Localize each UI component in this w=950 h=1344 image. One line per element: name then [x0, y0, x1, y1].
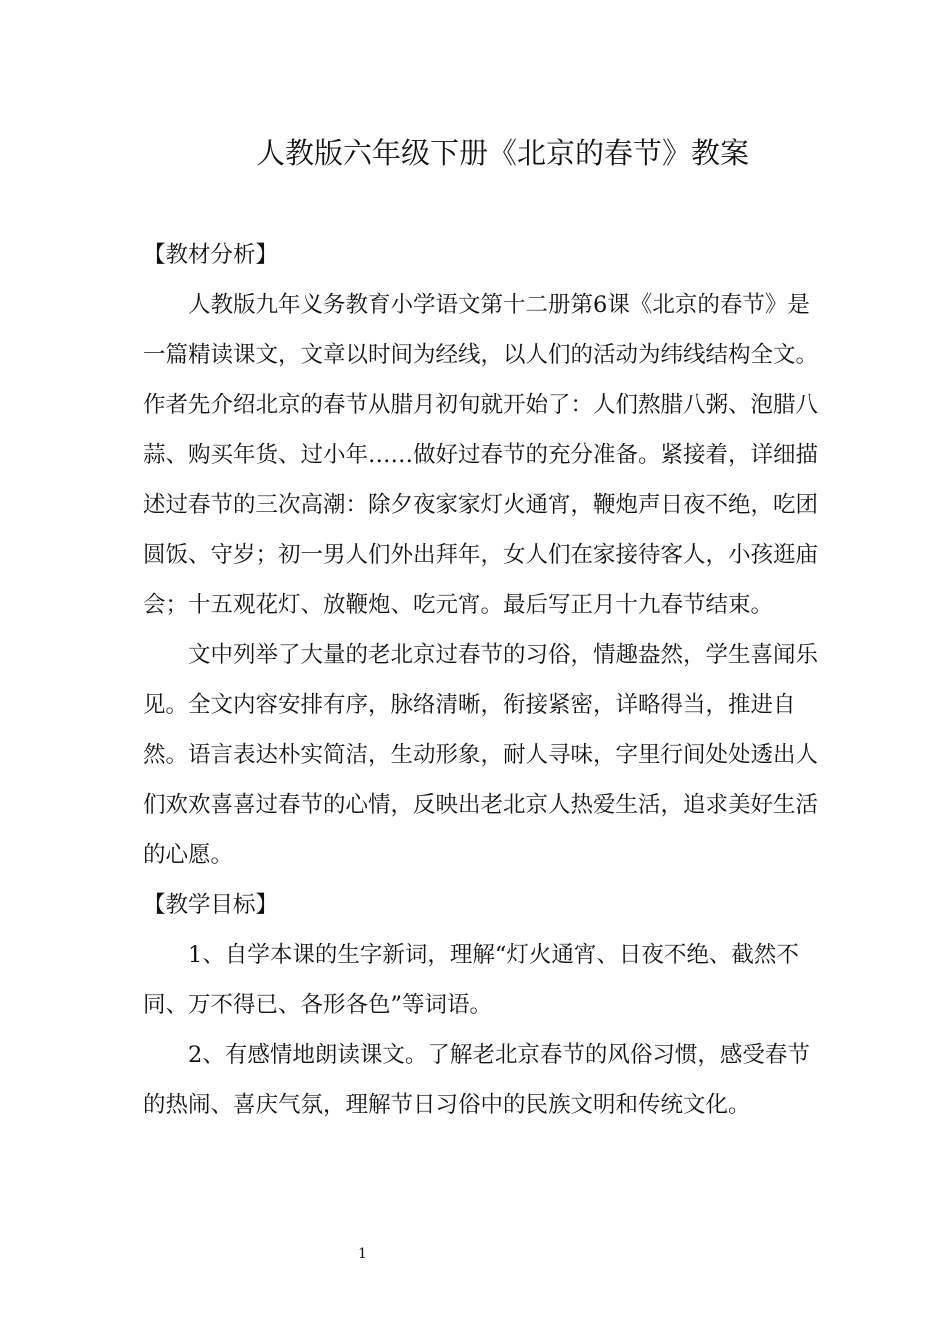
- analysis-paragraph-2: 作者先介绍北京的春节从腊月初旬就开始了：人们熬腊八粥、泡腊八蒜、购买年货、过小年……做好过春节的充分准备。紧接着，详细描述过春节的三次高潮：除夕夜家家灯火通宵，鞭炮声日夜不绝，吃团圆饭、守岁；初一男人们外出拜年，女人们在家接待客人，小孩逛庙会；十五观花灯、放鞭炮、吃元宵。最后写正月十九春节结束。: [143, 392, 819, 618]
- page-number: 1: [358, 1246, 367, 1262]
- analysis-paragraph-3: 文中列举了大量的老北京过春节的习俗，情趣盎然，学生喜闻乐见。全文内容安排有序，脉络清晰，衔接紧密，详略得当，推进自然。语言表达朴实简洁，生动形象，耐人寻味，字里行间处处透出人们欢欢喜喜过春节的心情，反映出老北京人热爱生活，追求美好生活的心愿。: [143, 642, 819, 868]
- goal-item-2: 2、有感情地朗读课文。了解老北京春节的风俗习惯，感受春节的热闹、喜庆气氛，理解节日习俗中的民族文明和传统文化。: [143, 1042, 810, 1118]
- section-heading-analysis: 【教材分析】: [143, 242, 279, 268]
- document-body: [143, 230, 823, 1130]
- section-heading-goals: 【教学目标】: [143, 892, 279, 918]
- goal-item-1: 1、自学本课的生字新词，理解“灯火通宵、日夜不绝、截然不同、万不得已、各形各色”等词语。: [143, 942, 799, 1018]
- analysis-paragraph-1: 人教版九年义务教育小学语文第十二册第6课《北京的春节》是一篇精读课文，文章以时间为经线，以人们的活动为纬线结构全文。: [143, 292, 819, 368]
- document-title: 人教版六年级下册《北京的春节》教案: [255, 136, 749, 170]
